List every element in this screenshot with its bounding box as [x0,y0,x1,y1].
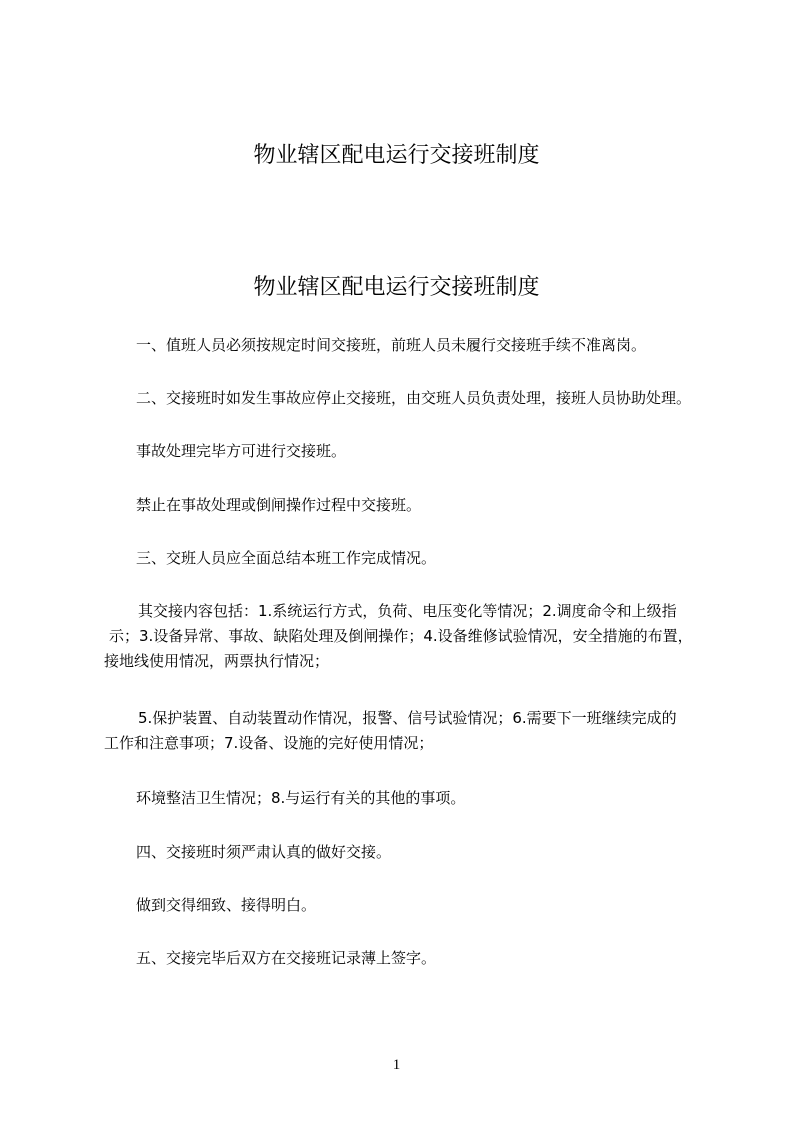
paragraph-6-line-2: 示；3.设备异常、事故、缺陷处理及倒闸操作；4.设备维修试验情况，安全措施的布置， [109,627,693,645]
paragraph-5: 三、交班人员应全面总结本班工作完成情况。 [136,549,437,567]
paragraph-10: 做到交得细致、接得明白。 [136,896,317,914]
paragraph-6 [104,599,702,674]
paragraph-11: 五、交接完毕后双方在交接班记录薄上签字。 [136,949,437,967]
paragraph-7 [104,706,702,756]
paragraph-1: 一、值班人员必须按规定时间交接班，前班人员未履行交接班手续不准离岗。 [136,336,647,354]
paragraph-2: 二、交接班时如发生事故应停止交接班，由交班人员负责处理，接班人员协助处理。 [136,389,692,407]
page-number: 1 [392,1057,401,1073]
paragraph-3: 事故处理完毕方可进行交接班。 [136,442,347,460]
document-title: 物业辖区配电运行交接班制度 [253,275,540,300]
header-title: 物业辖区配电运行交接班制度 [253,143,540,168]
paragraph-8: 环境整洁卫生情况；8.与运行有关的其他的事项。 [136,789,466,807]
paragraph-7-line-2: 工作和注意事项；7.设备、设施的完好使用情况； [104,734,434,752]
paragraph-4: 禁止在事故处理或倒闸操作过程中交接班。 [136,496,422,514]
paragraph-7-line-1: 5.保护装置、自动装置动作情况，报警、信号试验情况；6.需要下一班继续完成的 [138,709,677,727]
paragraph-6-line-3: 接地线使用情况，两票执行情况； [104,652,330,670]
paragraph-9: 四、交接班时须严肃认真的做好交接。 [136,843,392,861]
paragraph-6-line-1: 其交接内容包括：1.系统运行方式，负荷、电压变化等情况；2.调度命令和上级指 [138,602,677,620]
